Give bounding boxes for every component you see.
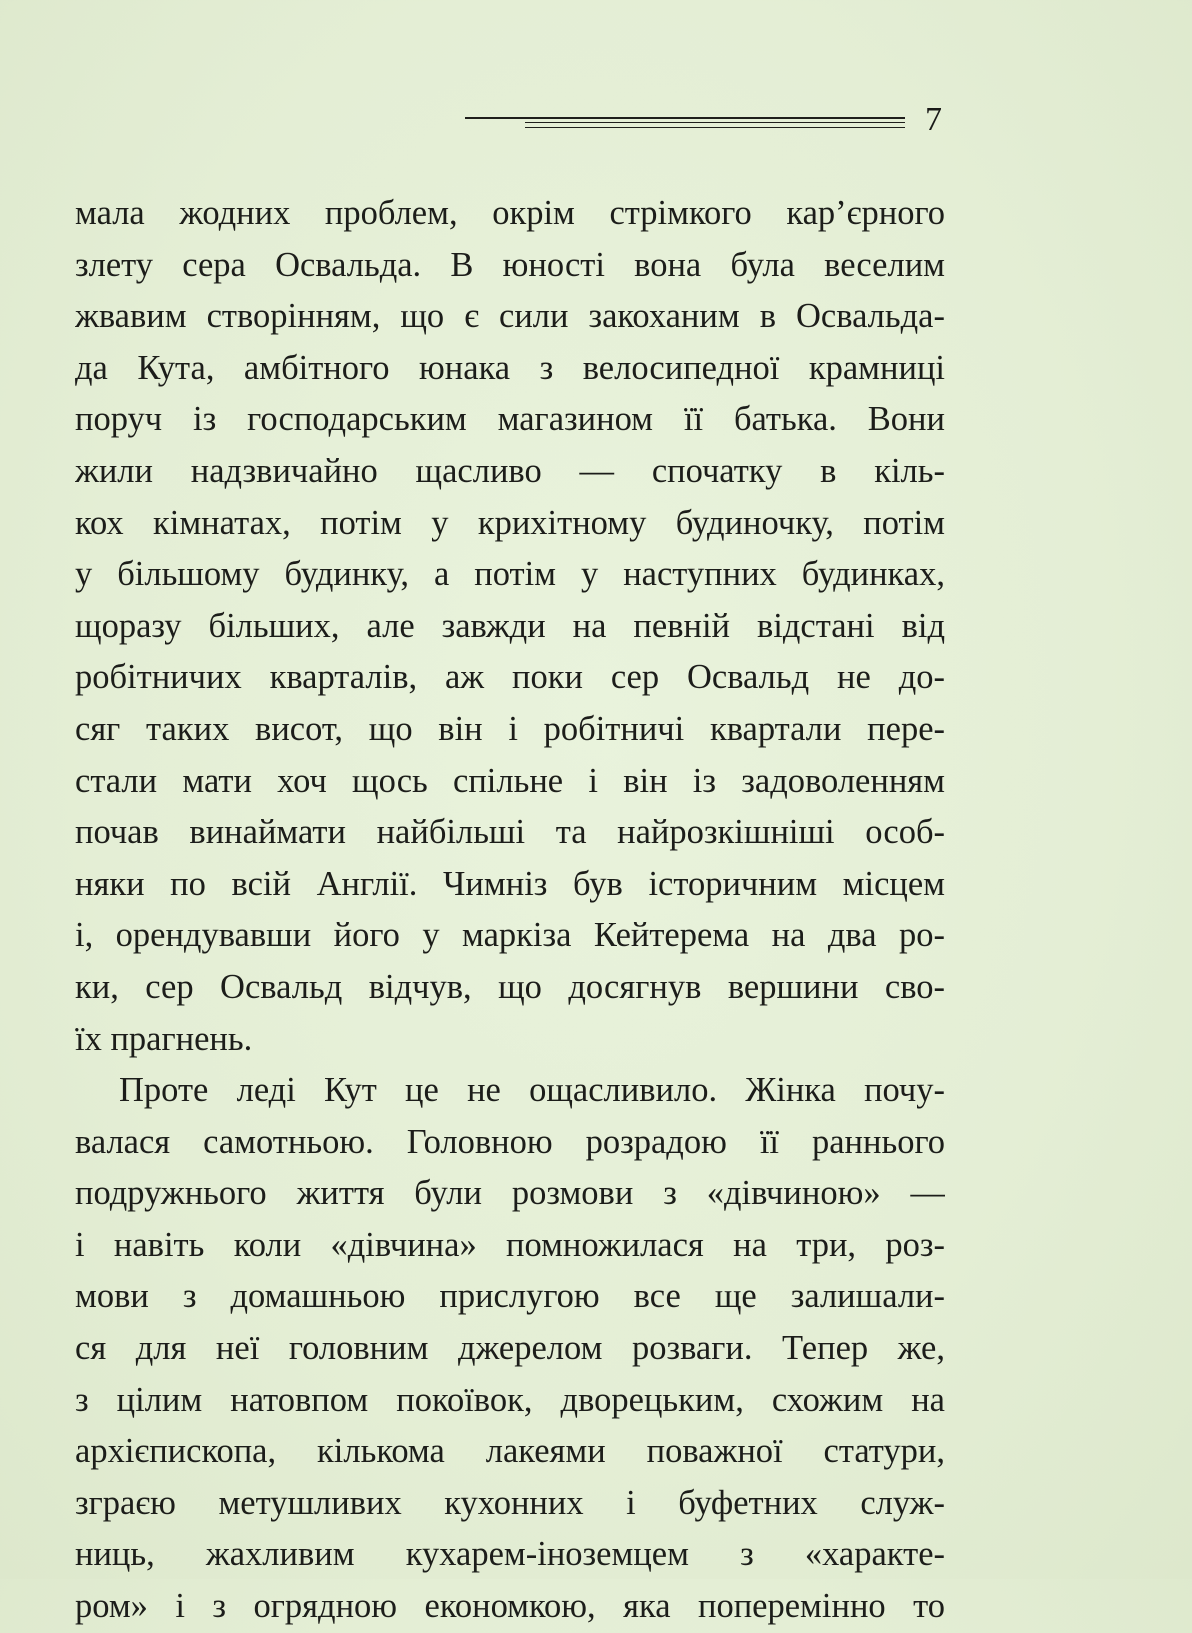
header-rule-top: [465, 117, 905, 119]
text-line: ки, сер Освальд відчув, що досягнув вершини сво-: [75, 967, 945, 1006]
text-line: жили надзвичайно щасливо — спочатку в кіль-: [75, 451, 945, 490]
paragraph-1: [75, 188, 945, 1065]
text-line: няки по всій Англії. Чимніз був історичним місцем: [75, 864, 945, 903]
text-line: ром» і з огрядною економкою, яка поперемінно то: [75, 1587, 945, 1626]
header-ornament-rules: [465, 117, 905, 133]
page-number: 7: [925, 101, 942, 138]
text-line: зграєю метушливих кухонних і буфетних служ-: [75, 1483, 945, 1522]
text-line: злету сера Освальда. В юності вона була веселим: [75, 245, 945, 284]
text-line: Проте леді Кут це не ощасливило. Жінка почу-: [119, 1071, 945, 1110]
text-line: да Кута, амбітного юнака з велосипедної крамниці: [75, 348, 945, 387]
paragraph-2: [75, 1065, 945, 1633]
text-line: архієпископа, кількома лакеями поважної статури,: [75, 1432, 945, 1471]
text-line: валася самотньою. Головною розрадою її раннього: [75, 1122, 945, 1161]
header-rule-middle: [525, 122, 905, 123]
text-line: з цілим натовпом покоївок, дворецьким, схожим на: [75, 1380, 945, 1419]
text-line: кох кімнатах, потім у крихітному будиночку, потім: [75, 503, 945, 542]
text-line: сяг таких висот, що він і робітничі квартали пере-: [75, 709, 945, 748]
body-text: [75, 188, 945, 1633]
text-line: їх прагнень.: [75, 1019, 253, 1058]
text-line: і навіть коли «дівчина» помножилася на три, роз-: [75, 1225, 945, 1264]
text-line: стали мати хоч щось спільне і він із задоволенням: [75, 761, 945, 800]
text-line: подружнього життя були розмови з «дівчиною» —: [75, 1174, 945, 1213]
text-line: мала жодних проблем, окрім стрімкого кар’єрного: [75, 194, 945, 232]
text-line: поруч із господарським магазином її батька. Вони: [75, 400, 945, 439]
text-line: робітничих кварталів, аж поки сер Освальд не до-: [75, 658, 945, 697]
text-line: у більшому будинку, а потім у наступних будинках,: [75, 555, 945, 594]
text-line: почав винаймати найбільші та найрозкішніші особ-: [75, 813, 945, 852]
text-line: ся для неї головним джерелом розваги. Тепер же,: [75, 1329, 945, 1368]
text-line: мови з домашньою прислугою все ще залишали-: [75, 1277, 945, 1316]
text-line: ниць, жахливим кухарем-іноземцем з «характе-: [75, 1535, 945, 1574]
text-line: щоразу більших, але завжди на певній відстані від: [75, 606, 945, 645]
text-line: жвавим створінням, що є сили закоханим в Освальда-: [75, 297, 945, 336]
text-line: і, орендувавши його у маркіза Кейтерема на два ро-: [75, 916, 945, 955]
running-head: [465, 100, 955, 140]
header-rule-bottom: [525, 127, 905, 128]
